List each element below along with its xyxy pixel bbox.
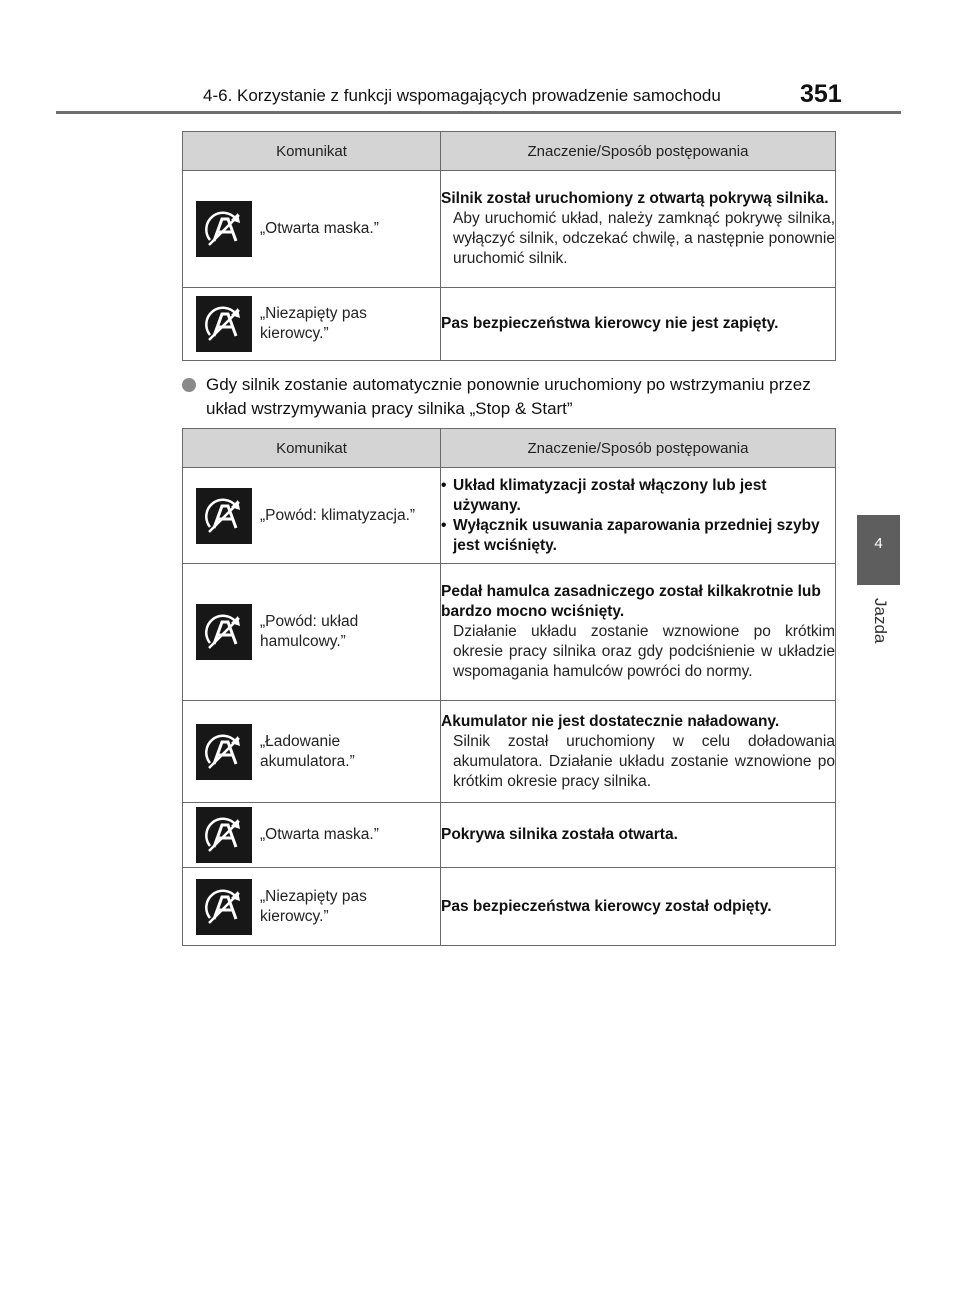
- meaning-detail: Aby uruchomić układ, należy zamknąć pokrywę silnika, wyłączyć silnik, odczekać chwilę, a następnie ponownie uruchomić silnik.: [453, 210, 835, 267]
- chapter-label: Jazda: [871, 598, 890, 644]
- restart-note: [182, 373, 842, 421]
- message-table-2: [182, 428, 836, 946]
- page-header: [0, 0, 900, 114]
- message-text: „Ładowanie akumulatora.”: [260, 732, 355, 770]
- table-row: [183, 288, 836, 361]
- auto-stop-start-warning-icon: [196, 201, 252, 257]
- chapter-tab: 4: [857, 515, 900, 585]
- table-row: [183, 468, 836, 564]
- meaning-title: Pas bezpieczeństwa kierowcy nie jest zapięty.: [441, 315, 779, 332]
- table-header-row: [183, 132, 836, 171]
- meaning-title: Pokrywa silnika została otwarta.: [441, 826, 678, 843]
- column-header-meaning: Znaczenie/Sposób postępowania: [441, 132, 836, 171]
- header-divider: [56, 111, 901, 114]
- column-header-message: Komunikat: [183, 429, 441, 468]
- meaning-bullet: • Układ klimatyzacji został włączony lub jest używany.: [441, 476, 767, 514]
- table-row: [183, 564, 836, 701]
- auto-stop-start-warning-icon: [196, 807, 252, 863]
- table-row: [183, 701, 836, 803]
- table-row: [183, 868, 836, 946]
- message-text: „Otwarta maska.”: [260, 220, 379, 237]
- auto-stop-start-warning-icon: [196, 724, 252, 780]
- table-header-row: [183, 429, 836, 468]
- meaning-detail: Działanie układu zostanie wznowione po krótkim okresie pracy silnika oraz gdy podciśnienie w układzie wspomagania hamulców powróci do normy.: [453, 623, 835, 680]
- message-text: „Powód: klimatyzacja.”: [260, 506, 416, 524]
- meaning-bullet: • Wyłącznik usuwania zaparowania przedniej szyby jest wciśnięty.: [441, 516, 820, 554]
- column-header-message: Komunikat: [183, 132, 441, 171]
- meaning-title: Pas bezpieczeństwa kierowcy został odpięty.: [441, 897, 772, 915]
- bullet-icon: [182, 378, 196, 392]
- auto-stop-start-warning-icon: [196, 296, 252, 352]
- page-number: 351: [800, 80, 842, 108]
- message-text: „Niezapięty pas kierowcy.”: [260, 887, 367, 925]
- auto-stop-start-warning-icon: [196, 604, 252, 660]
- message-text: „Powód: układ hamulcowy.”: [260, 613, 359, 650]
- meaning-title: Akumulator nie jest dostatecznie naładowany.: [441, 712, 780, 730]
- message-table-1: [182, 131, 836, 361]
- meaning-title: Pedał hamulca zasadniczego został kilkakrotnie lub bardzo mocno wciśnięty.: [441, 583, 821, 620]
- message-text: „Otwarta maska.”: [260, 826, 379, 843]
- section-title: 4-6. Korzystanie z funkcji wspomagających prowadzenie samochodu: [203, 86, 721, 105]
- table-row: [183, 803, 836, 868]
- table-row: [183, 171, 836, 288]
- auto-stop-start-warning-icon: [196, 879, 252, 935]
- auto-stop-start-warning-icon: [196, 488, 252, 544]
- meaning-detail: Silnik został uruchomiony w celu doładowania akumulatora. Działanie układu zostanie wznowione po krótkim okresie pracy silnika.: [453, 732, 835, 790]
- column-header-meaning: Znaczenie/Sposób postępowania: [441, 429, 836, 468]
- message-text: „Niezapięty pas kierowcy.”: [260, 305, 367, 342]
- note-text: Gdy silnik zostanie automatycznie ponownie uruchomiony po wstrzymaniu przez układ wstrzymywania pracy silnika „Stop & Start”: [206, 375, 811, 418]
- meaning-title: Silnik został uruchomiony z otwartą pokrywą silnika.: [441, 190, 829, 207]
